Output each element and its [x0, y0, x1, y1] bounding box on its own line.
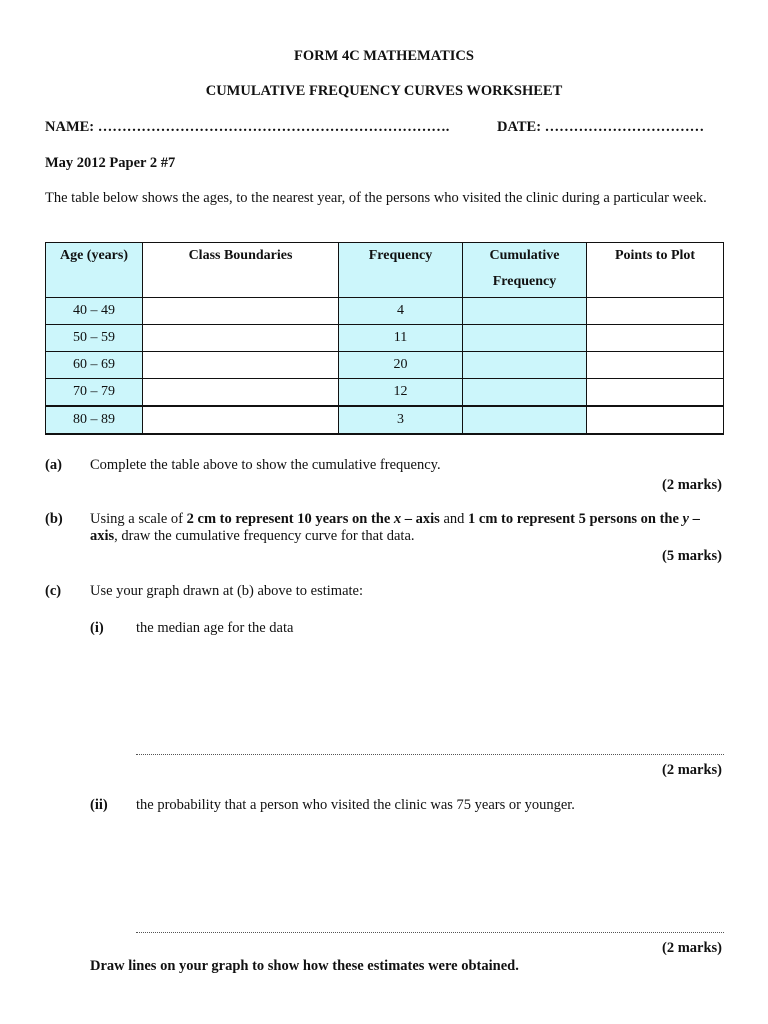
question-b-bold-1: 2 cm to represent 10 years on the: [186, 511, 394, 527]
header-age: Age (years): [46, 243, 143, 298]
question-b-bold-4: – axis: [90, 511, 700, 544]
header-class-boundaries: Class Boundaries: [143, 243, 339, 298]
question-b-marks: (5 marks): [661, 548, 722, 564]
cell-age: 60 – 69: [46, 352, 143, 379]
instruction-footer: Draw lines on your graph to show how these estimates were obtained.: [90, 958, 519, 974]
question-c-ii-text: the probability that a person who visited the clinic was 75 years or younger.: [136, 797, 575, 813]
cell-age: 70 – 79: [46, 379, 143, 407]
table-row: [46, 352, 724, 379]
question-b-italic-x: x: [393, 511, 402, 527]
header-frequency: Frequency: [339, 243, 463, 298]
frequency-table: [45, 242, 724, 435]
cell-cumulative-frequency[interactable]: [463, 298, 587, 325]
question-b-bold-2: – axis: [401, 511, 440, 527]
question-c-ii-marks: (2 marks): [661, 940, 722, 956]
question-c-text: Use your graph drawn at (b) above to estimate:: [90, 583, 363, 599]
table-header-row: [46, 243, 724, 298]
cell-age: 40 – 49: [46, 298, 143, 325]
cell-cumulative-frequency[interactable]: [463, 406, 587, 434]
cell-frequency: 20: [339, 352, 463, 379]
question-b-text-1: Using a scale of: [90, 511, 187, 527]
question-a-marks: (2 marks): [661, 477, 722, 493]
date-line: [497, 119, 704, 136]
question-b-text-2: and: [439, 511, 469, 527]
cell-class-boundaries[interactable]: [143, 298, 339, 325]
cell-class-boundaries[interactable]: [143, 406, 339, 434]
cell-class-boundaries[interactable]: [143, 352, 339, 379]
name-dots: ……………………………………………………………….: [97, 119, 450, 135]
cell-points-to-plot[interactable]: [587, 379, 724, 407]
question-b-label: (b): [45, 511, 63, 527]
cell-class-boundaries[interactable]: [143, 379, 339, 407]
course-title: FORM 4C MATHEMATICS: [294, 48, 474, 64]
header-points-to-plot: Points to Plot: [587, 243, 724, 298]
question-b-text-3: , draw the cumulative frequency curve for that data.: [114, 528, 415, 544]
cell-points-to-plot[interactable]: [587, 406, 724, 434]
question-a-label: (a): [45, 457, 62, 473]
question-b-bold-3: 1 cm to represent 5 persons on the: [468, 511, 683, 527]
question-b-text: [90, 511, 724, 545]
cell-age: 50 – 59: [46, 325, 143, 352]
cell-points-to-plot[interactable]: [587, 325, 724, 352]
cell-cumulative-frequency[interactable]: [463, 352, 587, 379]
cell-frequency: 11: [339, 325, 463, 352]
cell-age: 80 – 89: [46, 406, 143, 434]
answer-line-c-i[interactable]: [136, 754, 724, 755]
table-row: [46, 406, 724, 434]
cell-frequency: 3: [339, 406, 463, 434]
name-line: [45, 119, 449, 136]
cell-cumulative-frequency[interactable]: [463, 379, 587, 407]
question-c-i-marks: (2 marks): [661, 762, 722, 778]
header-cf-line1: Cumulative: [489, 248, 560, 263]
cell-class-boundaries[interactable]: [143, 325, 339, 352]
cell-points-to-plot[interactable]: [587, 352, 724, 379]
intro-text: The table below shows the ages, to the nearest year, of the persons who visited the clinic during a particular week.: [45, 190, 707, 206]
table-row: [46, 325, 724, 352]
question-c-label: (c): [45, 583, 62, 599]
name-label: NAME:: [45, 119, 95, 135]
answer-line-c-ii[interactable]: [136, 932, 724, 933]
header-cumulative-frequency: [463, 243, 587, 298]
cell-cumulative-frequency[interactable]: [463, 325, 587, 352]
question-c-i-label: (i): [90, 620, 104, 636]
question-c-i-text: the median age for the data: [136, 620, 294, 636]
question-c-ii-label: (ii): [90, 797, 108, 813]
table-row: [46, 298, 724, 325]
source-reference: May 2012 Paper 2 #7: [45, 155, 176, 171]
cell-frequency: 12: [339, 379, 463, 407]
cell-points-to-plot[interactable]: [587, 298, 724, 325]
date-dots: ……………………………: [544, 119, 705, 135]
question-a-text: Complete the table above to show the cumulative frequency.: [90, 457, 441, 473]
table-row: [46, 379, 724, 407]
cell-frequency: 4: [339, 298, 463, 325]
question-b-italic-y: y: [682, 511, 689, 527]
date-label: DATE:: [497, 119, 542, 135]
worksheet-title: CUMULATIVE FREQUENCY CURVES WORKSHEET: [205, 83, 563, 99]
header-cf-line2: Frequency: [492, 274, 557, 289]
